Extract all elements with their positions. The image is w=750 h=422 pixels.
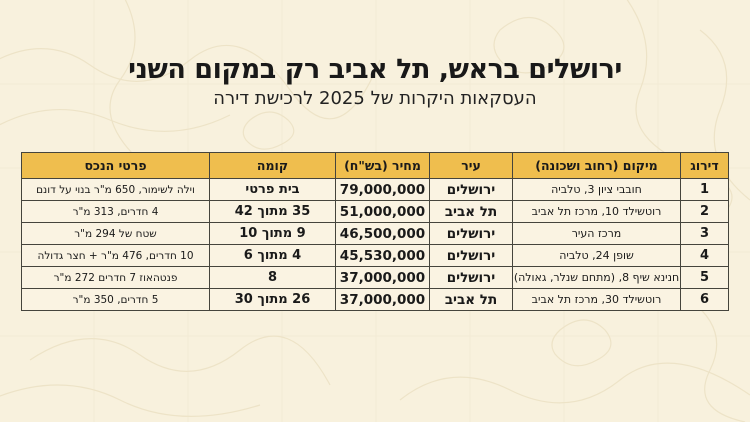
cell-city: ירושלים: [430, 179, 513, 201]
table-row: [22, 267, 729, 289]
expensive-deals-table: [21, 152, 729, 311]
cell-details: פנטהאוז 7 חדרים 272 מ"ר: [22, 267, 210, 289]
cell-price: 79,000,000: [336, 179, 430, 201]
cell-rank: 2: [681, 201, 729, 223]
cell-price: 46,500,000: [336, 223, 430, 245]
table-row: [22, 223, 729, 245]
cell-floor: 35 מתוך 42: [210, 201, 336, 223]
table-header-row: [22, 153, 729, 179]
table-header: [22, 153, 729, 179]
col-header-rank: דירוג: [681, 153, 729, 179]
cell-rank: 4: [681, 245, 729, 267]
cell-rank: 1: [681, 179, 729, 201]
cell-floor: 8: [210, 267, 336, 289]
cell-details: 5 חדרים, 350 מ"ר: [22, 289, 210, 311]
table-row: [22, 289, 729, 311]
header: [0, 54, 750, 109]
cell-location: חובבי ציון 3, טלביה: [513, 179, 681, 201]
col-header-location: מיקום (רחוב ושכונה): [513, 153, 681, 179]
cell-location: שופן 24, טלביה: [513, 245, 681, 267]
cell-details: שטח של 294 מ"ר: [22, 223, 210, 245]
cell-details: 10 חדרים, 476 מ"ר + חצר גדולה: [22, 245, 210, 267]
cell-city: ירושלים: [430, 267, 513, 289]
table-row: [22, 179, 729, 201]
cell-city: תל אביב: [430, 201, 513, 223]
cell-floor: 4 מתוך 6: [210, 245, 336, 267]
page-title: ירושלים בראש, תל אביב רק במקום השני: [128, 54, 622, 85]
cell-floor: 26 מתוך 30: [210, 289, 336, 311]
table-row: [22, 201, 729, 223]
col-header-city: עיר: [430, 153, 513, 179]
col-header-price: מחיר (בש"ח): [336, 153, 430, 179]
cell-details: 4 חדרים, 313 מ"ר: [22, 201, 210, 223]
cell-location: רוטשילד 10, מרכז תל אביב: [513, 201, 681, 223]
page-subtitle: העסקאות היקרות של 2025 לרכישת דירה: [213, 88, 537, 110]
cell-location: מרכז העיר: [513, 223, 681, 245]
cell-rank: 5: [681, 267, 729, 289]
cell-details: וילה לשימור, 650 מ"ר בנוי על דונם: [22, 179, 210, 201]
cell-city: ירושלים: [430, 245, 513, 267]
table-body: [22, 179, 729, 311]
cell-price: 45,530,000: [336, 245, 430, 267]
cell-city: תל אביב: [430, 289, 513, 311]
col-header-floor: קומה: [210, 153, 336, 179]
cell-floor: 9 מתוך 10: [210, 223, 336, 245]
cell-location: חנינא שיף 8, (מתחם שנלר, גאולה): [513, 267, 681, 289]
cell-price: 37,000,000: [336, 289, 430, 311]
cell-rank: 6: [681, 289, 729, 311]
col-header-details: פרטי הנכס: [22, 153, 210, 179]
cell-price: 51,000,000: [336, 201, 430, 223]
cell-floor: בית פרטי: [210, 179, 336, 201]
cell-city: ירושלים: [430, 223, 513, 245]
cell-rank: 3: [681, 223, 729, 245]
cell-location: רוטשילד 30, מרכז תל אביב: [513, 289, 681, 311]
cell-price: 37,000,000: [336, 267, 430, 289]
table-row: [22, 245, 729, 267]
